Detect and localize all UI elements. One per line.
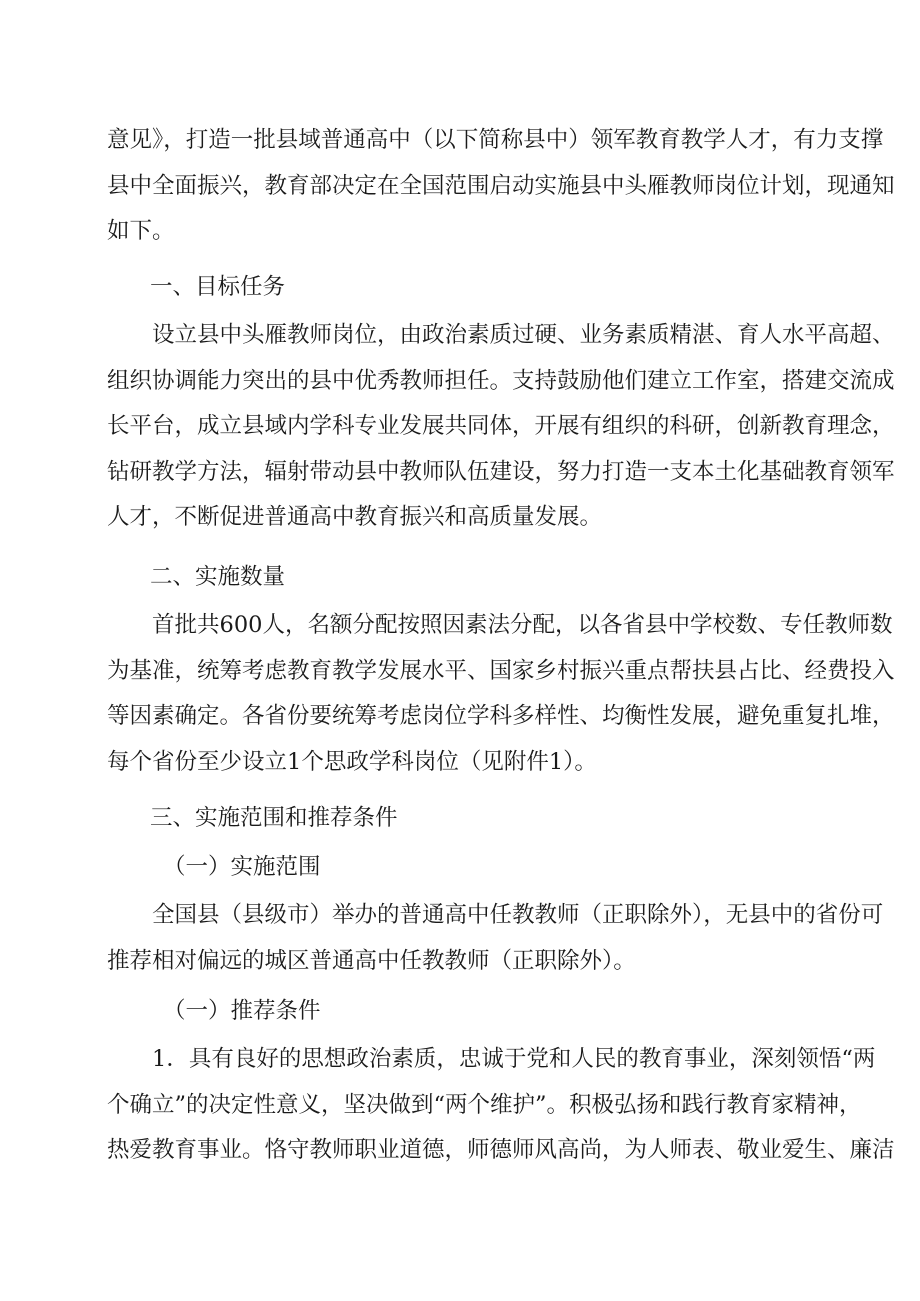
section-heading-3: 三、实施范围和推荐条件: [150, 805, 398, 831]
line: 长平台，成立县域内学科专业发展共同体，开展有组织的科研，创新教育理念，: [107, 413, 895, 439]
line: 人才，不断促进普通高中教育振兴和高质量发展。: [107, 504, 603, 530]
paragraph-1: [107, 313, 895, 541]
line: 等因素确定。各省份要统筹考虑岗位学科多样性、均衡性发展，避免重复扎堆，: [107, 703, 895, 729]
section-heading-1: 一、目标任务: [150, 274, 286, 300]
line: 全国县（县级市）举办的普通高中任教教师（正职除外），无县中的省份可: [107, 902, 884, 928]
line: 如下。: [107, 218, 175, 244]
paragraph-3-1: [107, 893, 884, 984]
paragraph-3-2: [107, 1037, 895, 1174]
line: 钻研教学方法，辐射带动县中教师队伍建设，努力打造一支本土化基础教育领军: [107, 458, 895, 485]
paragraph-intro: [107, 118, 895, 255]
subsection-heading-3-1: （一）实施范围: [163, 854, 321, 880]
line: 县中全面振兴，教育部决定在全国范围启动实施县中头雁教师岗位计划，现通知: [107, 172, 895, 199]
line: 个确立”的决定性意义，坚决做到“两个维护”。积极弘扬和践行教育家精神，: [107, 1091, 862, 1118]
line: 组织协调能力突出的县中优秀教师担任。支持鼓励他们建立工作室，搭建交流成: [107, 367, 895, 394]
subsection-heading-3-2: （一）推荐条件: [163, 998, 321, 1024]
line: 设立县中头雁教师岗位，由政治素质过硬、业务素质精湛、育人水平高超、: [107, 322, 895, 348]
section-heading-2: 二、实施数量: [150, 564, 286, 590]
line: 推荐相对偏远的城区普通高中任教教师（正职除外）。: [107, 947, 636, 974]
paragraph-2: [107, 603, 895, 785]
line: 为基准，统筹考虑教育教学发展水平、国家乡村振兴重点帮扶县占比、经费投入: [107, 657, 895, 684]
line: 1．具有良好的思想政治素质，忠诚于党和人民的教育事业，深刻领悟“两: [107, 1046, 876, 1072]
line: 首批共600人，名额分配按照因素法分配，以各省县中学校数、专任教师数: [107, 612, 893, 638]
line: 热爱教育事业。恪守教师职业道德，师德师风高尚，为人师表、敬业爱生、廉洁: [107, 1137, 895, 1163]
line: 每个省份至少设立1个思政学科岗位（见附件1）。: [107, 748, 597, 775]
line: 意见》，打造一批县域普通高中（以下简称县中）领军教育教学人才，有力支撑: [107, 127, 884, 153]
